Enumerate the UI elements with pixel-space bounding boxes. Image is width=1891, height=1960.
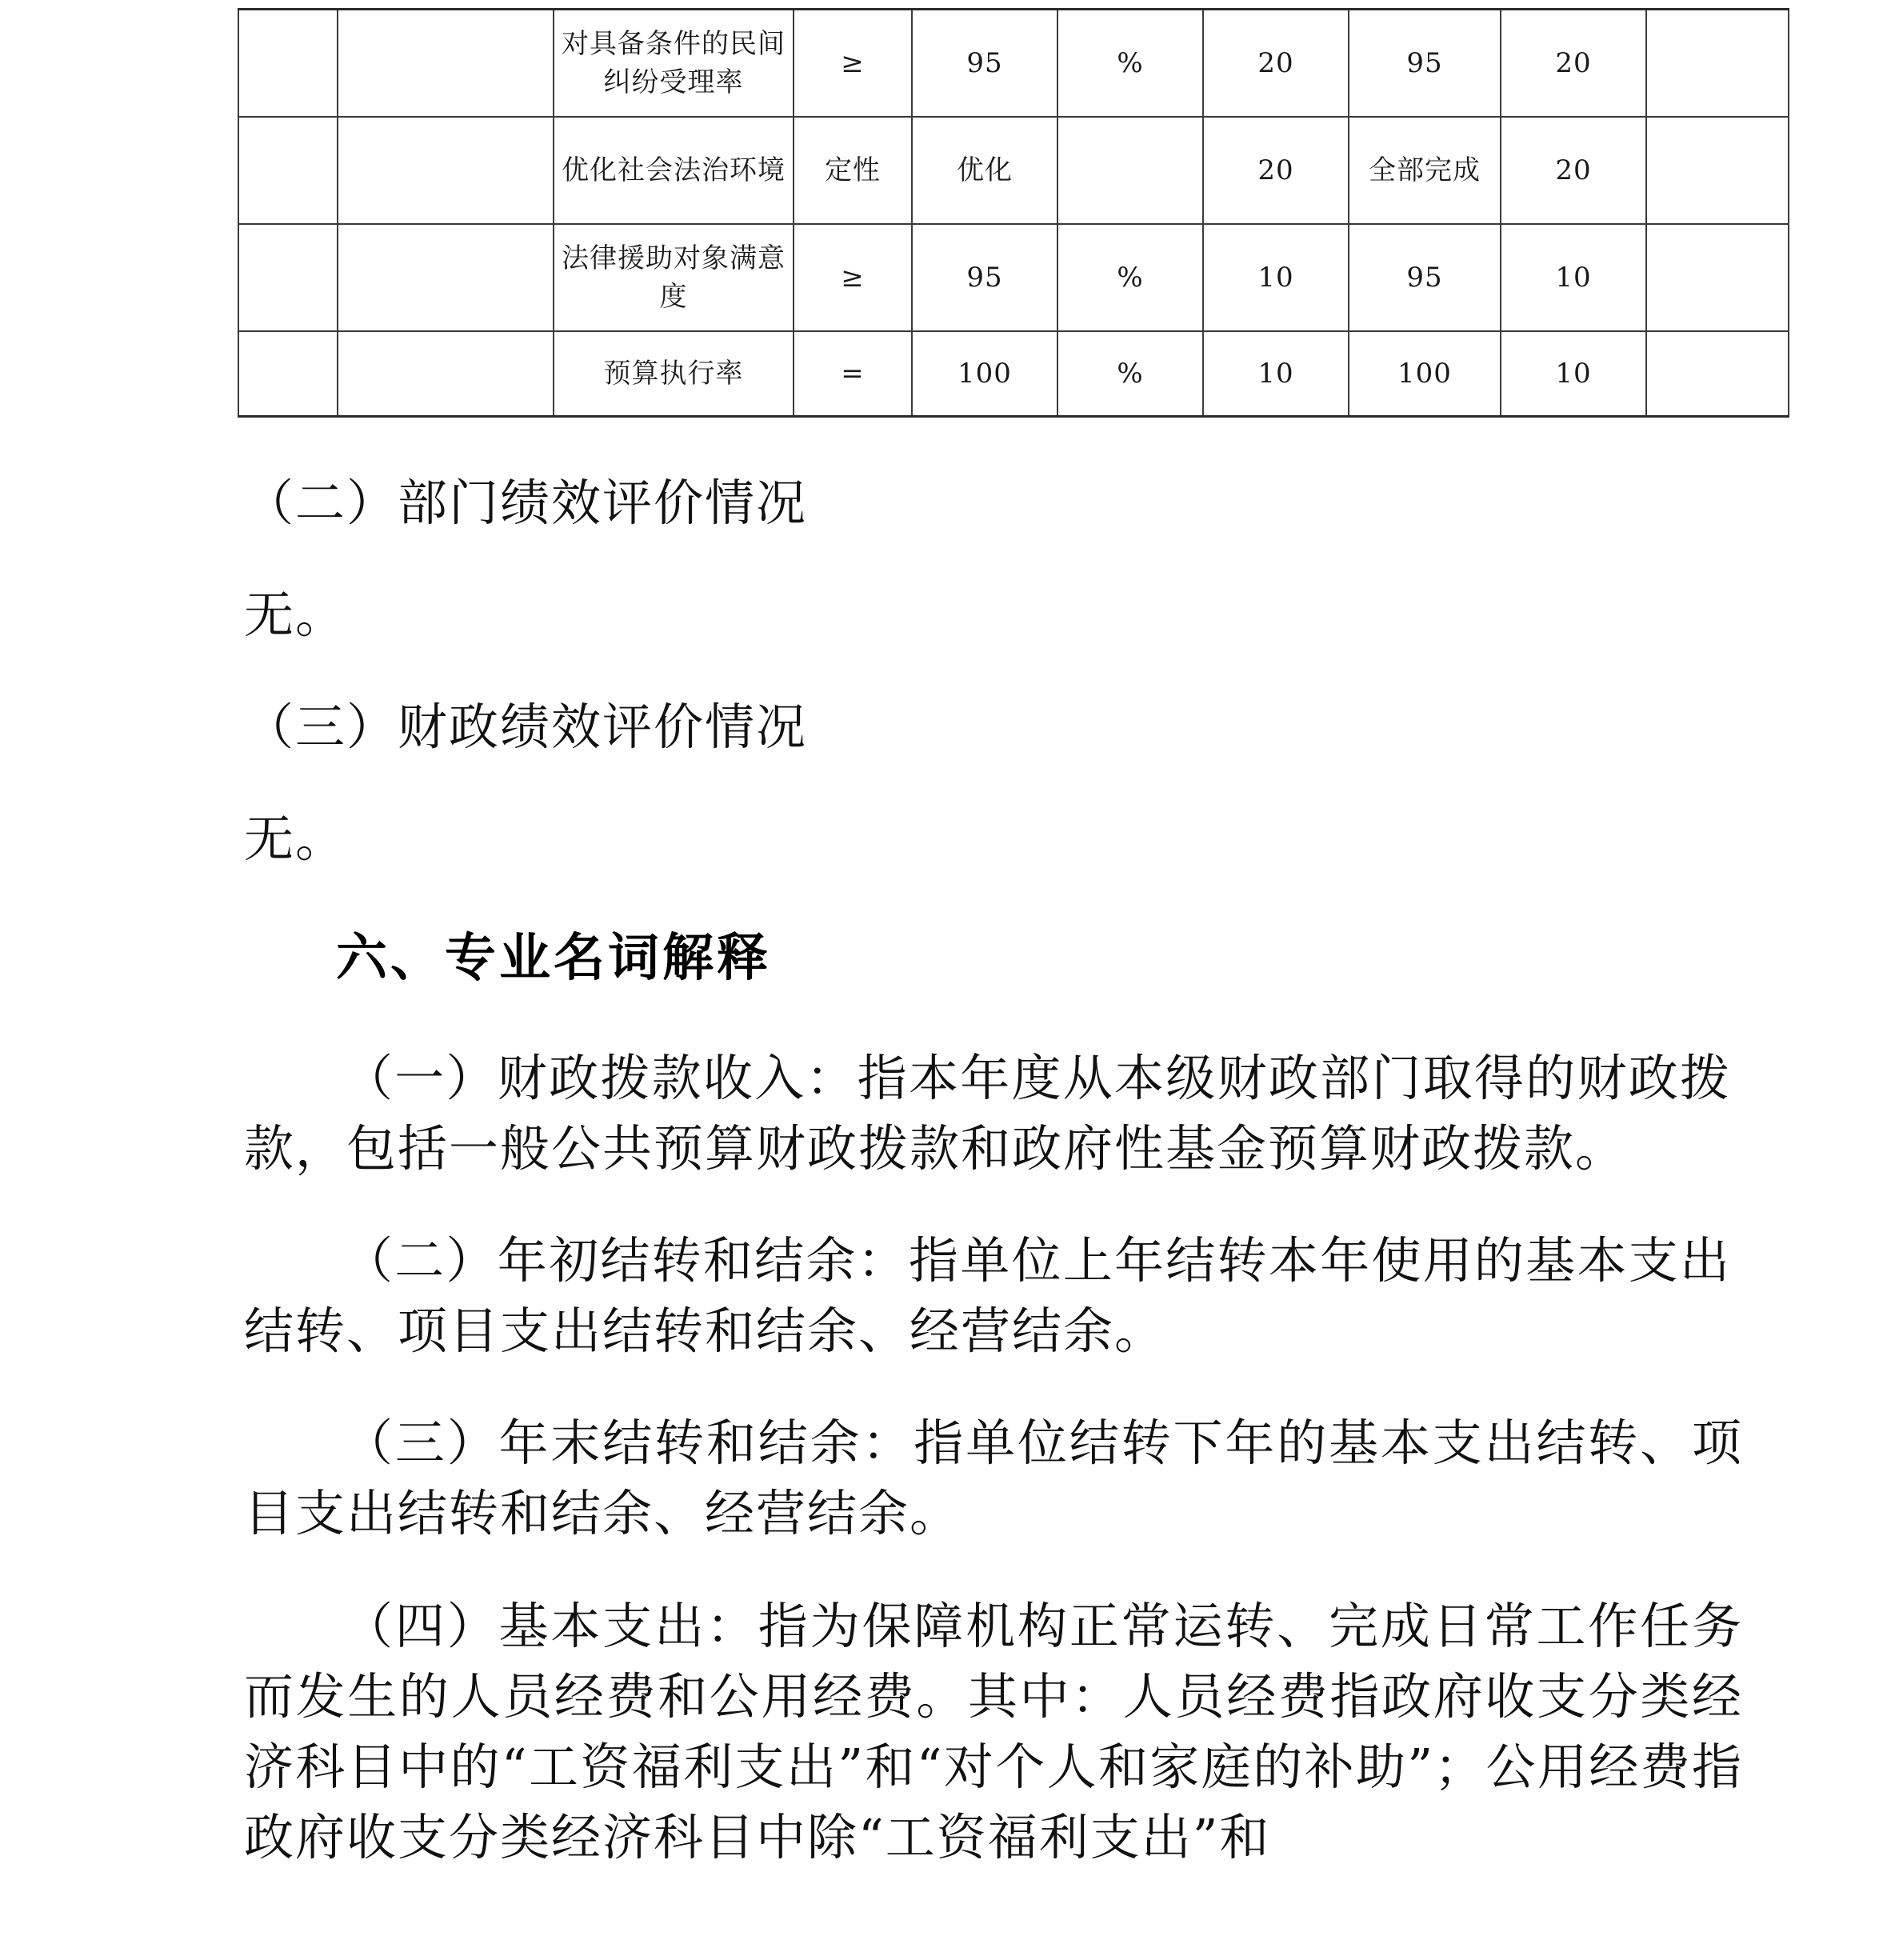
cell-remark	[1646, 224, 1789, 331]
performance-indicator-table	[238, 8, 1789, 418]
cell-target-value: 优化	[912, 117, 1057, 224]
cell-level3-indicator: 对具备条件的民间纠纷受理率	[554, 10, 794, 118]
paragraph-spacer	[0, 762, 1891, 804]
cell-remark	[1646, 10, 1789, 118]
cell-unit: %	[1057, 331, 1203, 417]
term-definition-year-end-carryover: （三）年末结转和结余：指单位结转下年的基本支出结转、项目支出结转和结余、经营结余。	[244, 1414, 1743, 1543]
text-fiscal-performance-evaluation: 无。	[244, 810, 347, 869]
cell-earned-score: 20	[1501, 10, 1646, 118]
heading-department-performance-evaluation: （二）部门绩效评价情况	[244, 474, 808, 532]
table-row	[238, 10, 1789, 118]
term-definition-basic-expenditure: （四）基本支出：指为保障机构正常运转、完成日常工作任务而发生的人员经费和公用经费。其中：人员经费指政府收支分类经济科目中的“工资福利支出”和“对个人和家庭的补助”；公用经费指政府收支分类经济科目中除“工资福利支出”和	[244, 1596, 1743, 1866]
cell-target-value: 95	[912, 10, 1057, 118]
cell-indicator-nature: =	[794, 331, 912, 417]
table-row	[238, 117, 1789, 224]
cell-earned-score: 20	[1501, 117, 1646, 224]
cell-weight-score: 10	[1203, 224, 1349, 331]
cell-target-value: 100	[912, 331, 1057, 417]
cell-indicator-nature: ≥	[794, 10, 912, 118]
paragraph-spacer	[0, 538, 1891, 580]
cell-actual-value: 95	[1349, 224, 1501, 331]
section-heading-terminology: 六、专业名词解释	[336, 929, 771, 989]
document-body	[0, 468, 1891, 1873]
cell-level1-indicator	[238, 117, 338, 224]
paragraph-spacer	[0, 992, 1891, 1043]
paragraph-spacer	[0, 650, 1891, 692]
text-department-performance-evaluation: 无。	[244, 586, 347, 645]
cell-remark	[1646, 117, 1789, 224]
cell-actual-value: 全部完成	[1349, 117, 1501, 224]
cell-level2-indicator	[338, 331, 554, 417]
cell-level2-indicator	[338, 117, 554, 224]
cell-indicator-nature: 定性	[794, 117, 912, 224]
cell-unit	[1057, 117, 1203, 224]
term-definition-beginning-year-carryover: （二）年初结转和结余：指单位上年结转本年使用的基本支出结转、项目支出结转和结余、经营结余。	[244, 1231, 1731, 1361]
cell-level2-indicator	[338, 10, 554, 118]
paragraph-spacer	[0, 1366, 1891, 1408]
cell-level3-indicator: 优化社会法治环境	[554, 117, 794, 224]
cell-unit: %	[1057, 224, 1203, 331]
cell-level3-indicator: 法律援助对象满意度	[554, 224, 794, 331]
cell-indicator-nature: ≥	[794, 224, 912, 331]
cell-actual-value: 100	[1349, 331, 1501, 417]
cell-level1-indicator	[238, 10, 338, 118]
cell-level1-indicator	[238, 331, 338, 417]
cell-weight-score: 20	[1203, 117, 1349, 224]
paragraph-spacer	[0, 874, 1891, 926]
cell-level3-indicator: 预算执行率	[554, 331, 794, 417]
term-definition-fiscal-appropriation-income: （一）财政拨款收入：指本年度从本级财政部门取得的财政拨款，包括一般公共预算财政拨款和政府性基金预算财政拨款。	[244, 1049, 1731, 1178]
cell-level2-indicator	[338, 224, 554, 331]
paragraph-spacer	[0, 1550, 1891, 1591]
cell-actual-value: 95	[1349, 10, 1501, 118]
cell-earned-score: 10	[1501, 224, 1646, 331]
cell-weight-score: 10	[1203, 331, 1349, 417]
cell-weight-score: 20	[1203, 10, 1349, 118]
cell-unit: %	[1057, 10, 1203, 118]
cell-level1-indicator	[238, 224, 338, 331]
performance-indicator-table-wrapper	[238, 8, 1788, 418]
cell-remark	[1646, 331, 1789, 417]
table-row	[238, 331, 1789, 417]
paragraph-spacer	[0, 1184, 1891, 1226]
heading-fiscal-performance-evaluation: （三）财政绩效评价情况	[244, 698, 808, 757]
cell-earned-score: 10	[1501, 331, 1646, 417]
cell-target-value: 95	[912, 224, 1057, 331]
table-row	[238, 224, 1789, 331]
